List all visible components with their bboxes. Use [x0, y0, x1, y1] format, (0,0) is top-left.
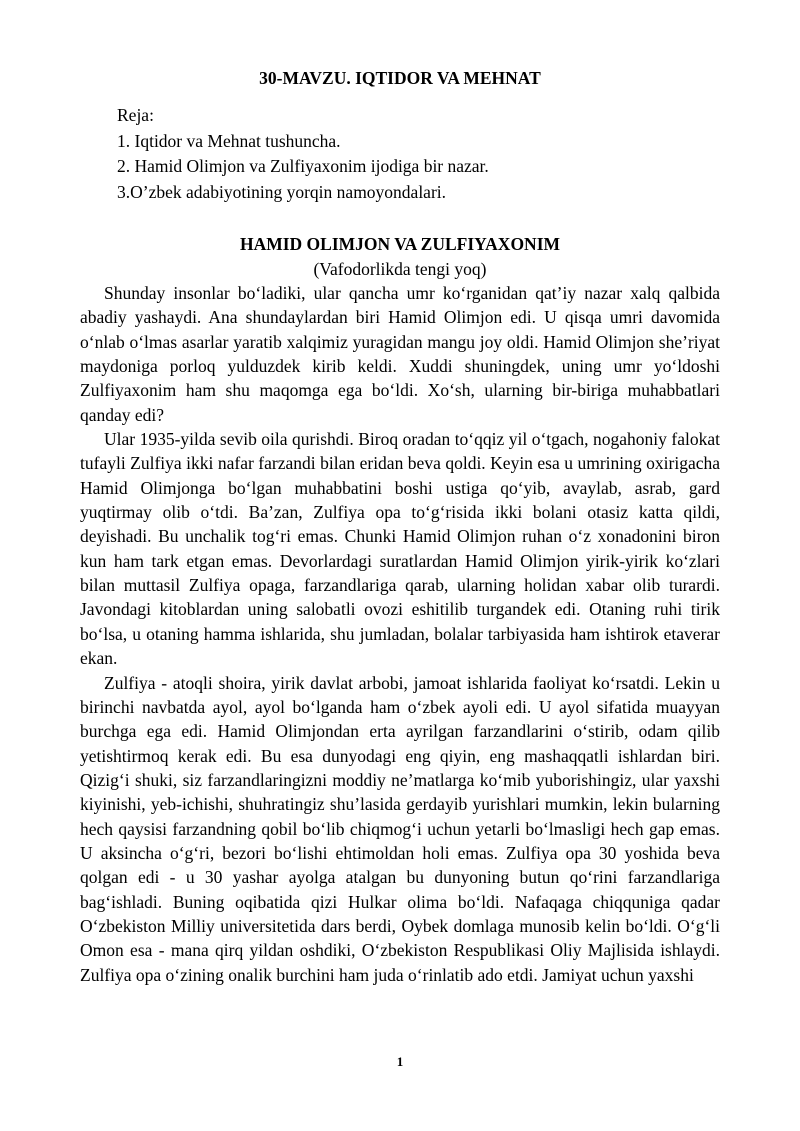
- paragraph: Zulfiya - atoqli shoira, yirik davlat arbobi, jamoat ishlarida faoliyat koʻrsatdi. Lekin u birinchi navbatda ayol, ayol boʻlganda ham oʻzbek ayoli edi. U ayol sifatida muayyan burchga ega edi. Hamid Olimjondan erta ayrilgan farzandlarini oʻstirib, odam qilib yetishtirmoq kerak edi. Bu esa dunyodagi eng qiyin, eng mashaqqatli ishlardan biri. Qizigʻi shuki, siz farzandlaringizni moddiy neʼmatlarga koʻmib yuborishingiz, ular yaxshi kiyinishi, yeb-ichishi, shuhratingiz shuʼlasida gerdayib yurishlari mumkin, lekin bularning hech qaysisi farzandning qobil boʻlib chiqmogʻi uchun yetarli boʻlmasligi hech gap emas. U aksincha oʻgʻri, bezori boʻlishi ehtimoldan holi emas. Zulfiya opa 30 yoshida beva qolgan edi - u 30 yashar ayolga atalgan bu dunyoning butun qoʻrini farzandlariga bagʻishladi. Buning oqibatida qizi Hulkar olima boʻldi. Nafaqaga chiqquniga qadar Oʻzbekiston Milliy universitetida dars berdi, Oybek domlaga munosib kelin boʻldi. Oʻgʻli Omon esa - mana qirq yildan oshdiki, Oʻzbekiston Respublikasi Oliy Majlisida ishlaydi. Zulfiya opa oʻzining onalik burchini ham juda oʻrinlatib ado etdi. Jamiyat uchun yaxshi: [80, 672, 720, 985]
- plan-label: Reja:: [117, 105, 154, 125]
- section-subheading: (Vafodorlikda tengi yoq): [313, 259, 487, 279]
- paragraph: Ular 1935-yilda sevib oila qurishdi. Biroq oradan toʻqqiz yil oʻtgach, nogahoniy falokat tufayli Zulfiya ikki nafar farzandi bilan eridan beva qoldi. Keyin esa u umrining oxirigacha Hamid Olimjonga boʻlgan muhabbatini boshi ustiga qoʻyib, avaylab, asrab, gard yuqtirmay olib oʻtdi. Baʼzan, Zulfiya opa toʻgʻrisida ikki bolani otasiz katta qildi, deyishadi. Bu unchalik togʻri emas. Chunki Hamid Olimjon ruhan oʻz xonadonini biron kun ham tark etgan emas. Devorlardagi suratlardan Hamid Olimjon yirik-yirik koʻzlari bilan muttasil Zulfiya opaga, farzandlariga qarab, ularning holidan xabar olib turardi. Javondagi kitoblardan uning salobatli ovozi eshitilib turgandek edi. Otaning ruhi tirik boʻlsa, u otaning hamma ishlarida, shu jumladan, bolalar tarbiyasida ham ishtirok etaverar ekan.: [80, 429, 720, 669]
- document-title: 30-MAVZU. IQTIDOR VA MEHNAT: [259, 68, 541, 88]
- plan-item: 2. Hamid Olimjon va Zulfiyaxonim ijodiga bir nazar.: [117, 156, 489, 176]
- plan-item: 1. Iqtidor va Mehnat tushuncha.: [117, 130, 341, 151]
- page-number: 1: [396, 1054, 404, 1069]
- section-heading: HAMID OLIMJON VA ZULFIYAXONIM: [239, 234, 561, 254]
- paragraph: Shunday insonlar boʻladiki, ular qancha umr koʻrganidan qatʼiy nazar xalq qalbida abadiy yashaydi. Ana shundaylardan biri Hamid Olimjon edi. U qisqa umri davomida oʻnlab oʻlmas asarlar yaratib xalqimiz yuragidan mangu joy oldi. Hamid Olimjon sheʼriyat maydoniga porloq yulduzdek kirib keldi. Xuddi shuningdek, uning umr yoʻldoshi Zulfiyaxonim ham shu maqomga ega boʻldi. Xoʻsh, ularning bir-biriga muhabbatlari qanday edi?: [80, 283, 720, 425]
- plan-section: [117, 103, 717, 205]
- body-text: [80, 281, 720, 987]
- plan-item: 3.O’zbek adabiyotining yorqin namoyondalari.: [117, 181, 447, 202]
